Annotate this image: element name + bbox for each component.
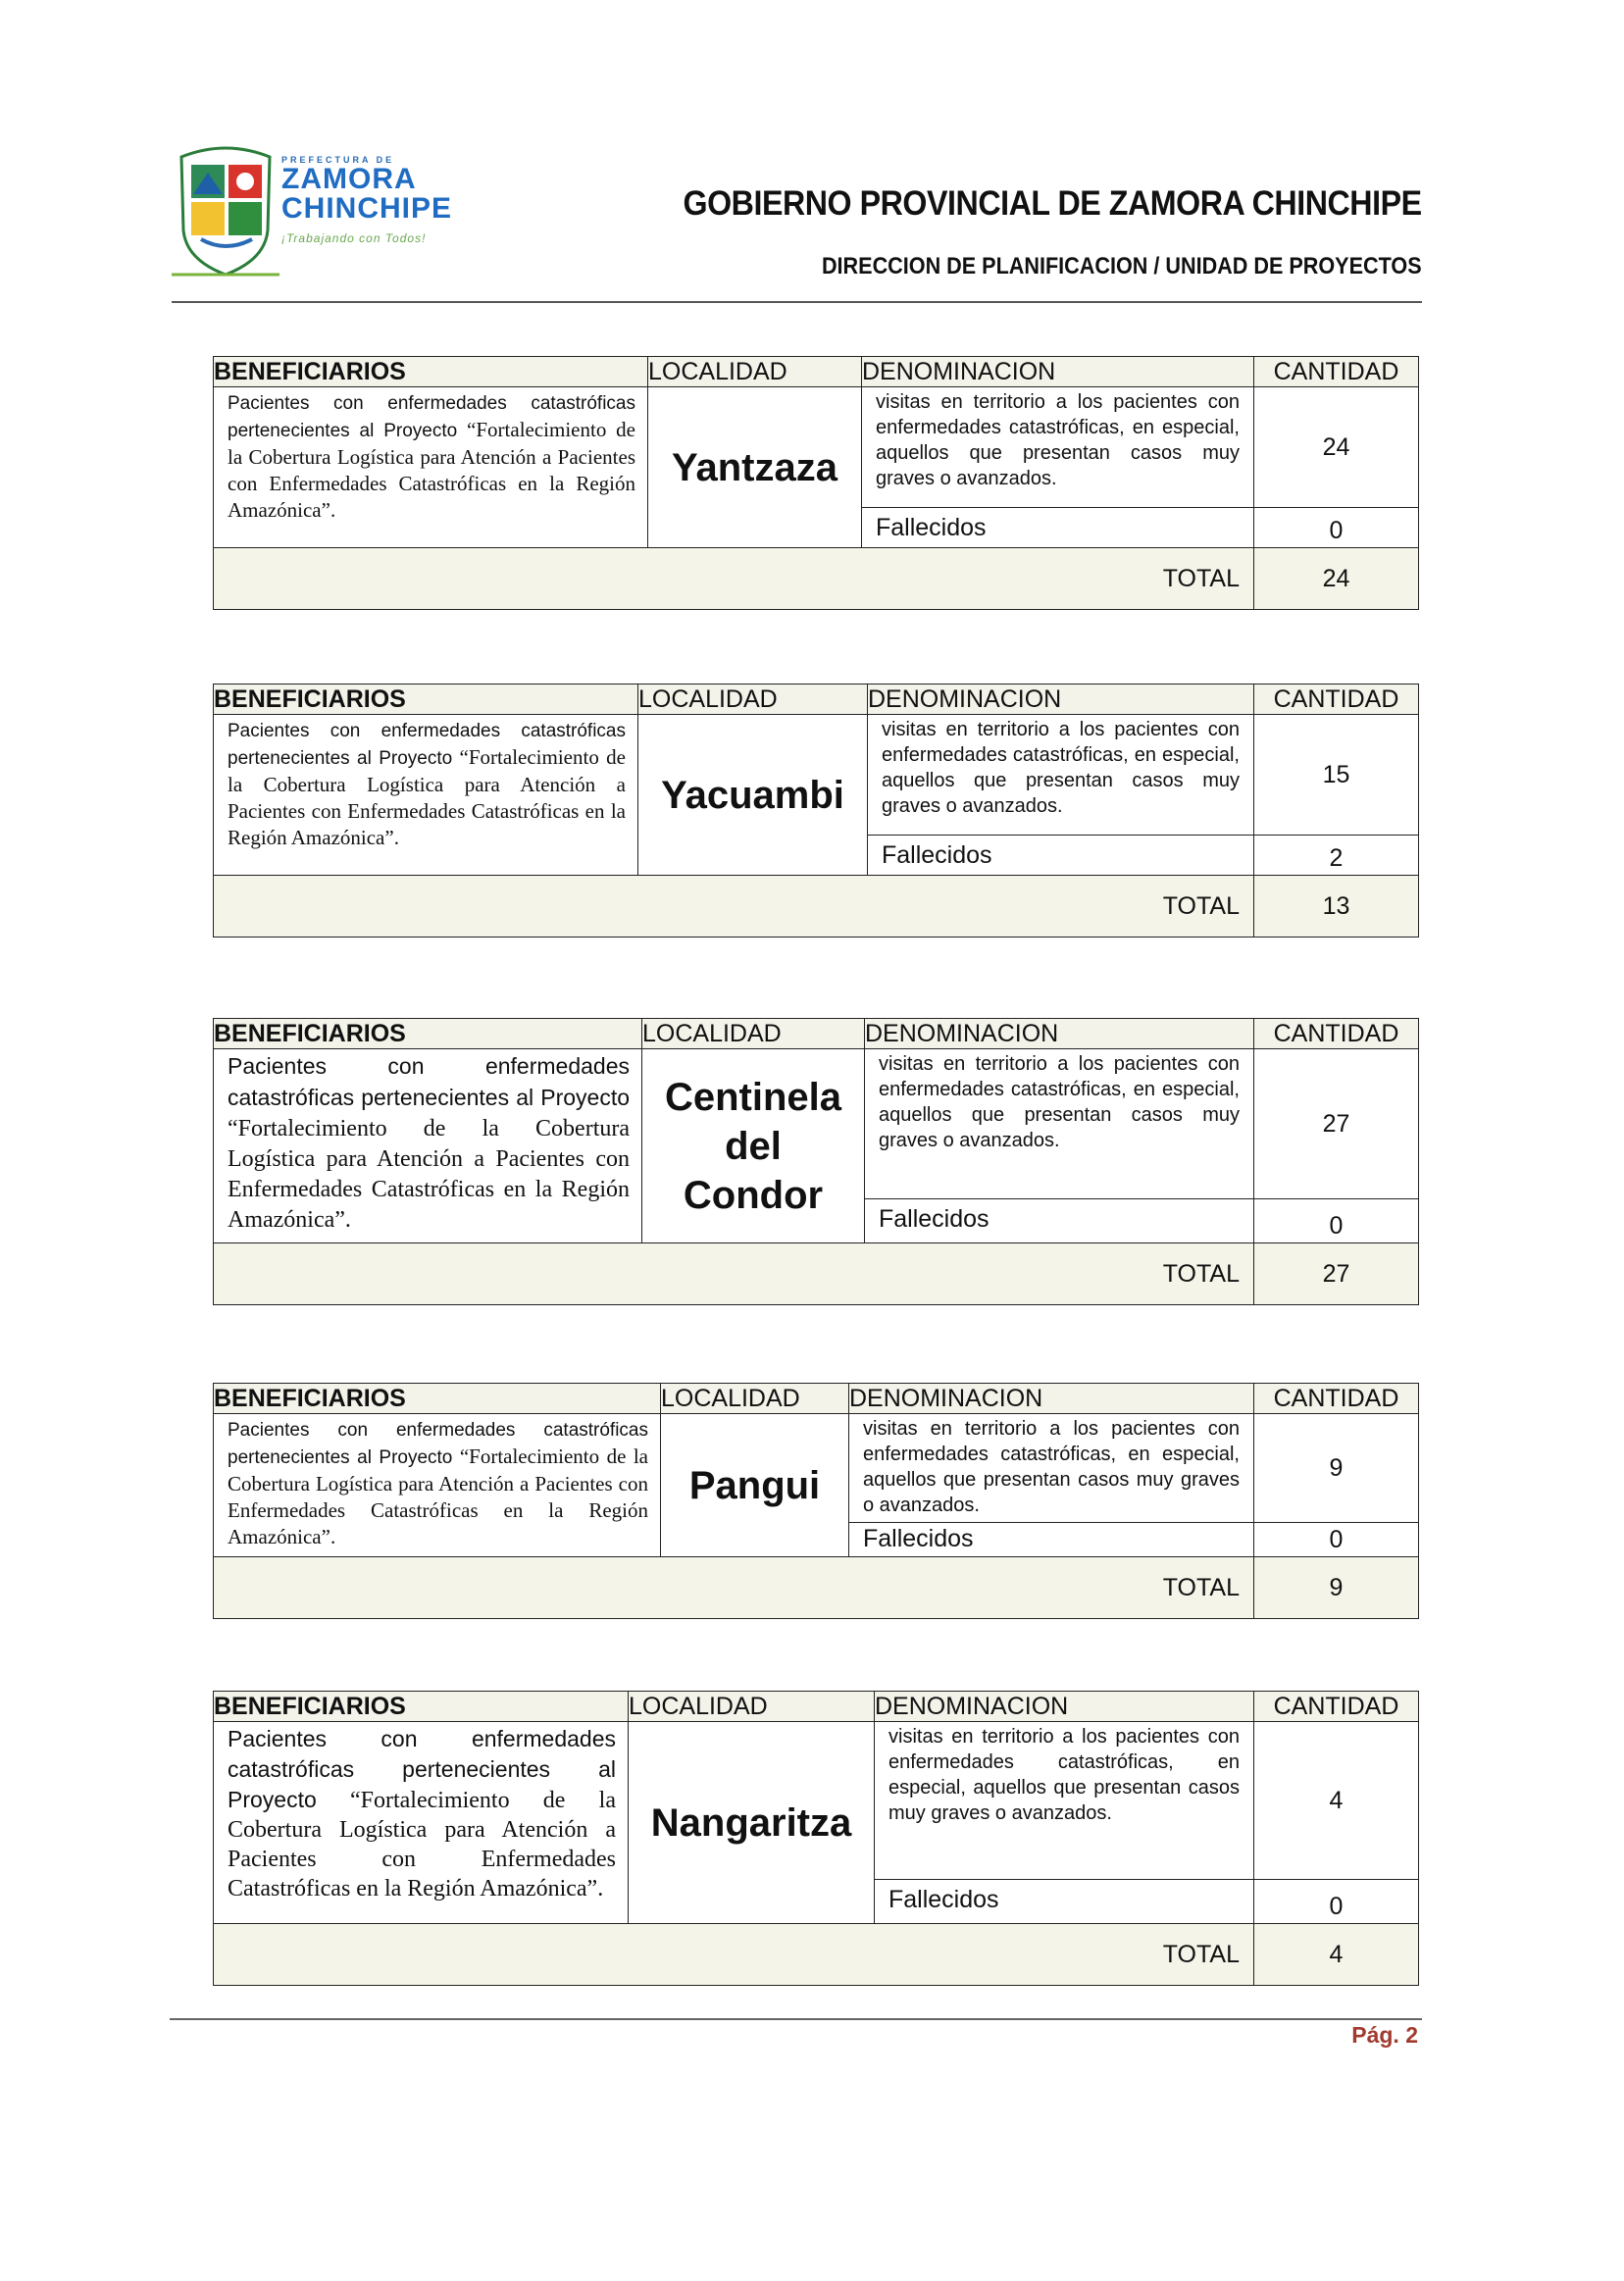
col-cantidad-header: CANTIDAD: [1254, 1692, 1419, 1722]
beneficiarios-cell: Pacientes con enfermedades catastróficas pertenecientes al Proyecto “Fortalecimiento de la Cobertura Logística para Atención a Pacientes con Enfermedades Catastróficas en la Región Amazónica”.: [214, 1049, 642, 1243]
beneficiaries-table: [213, 1383, 1419, 1619]
localidad-cell: Yacuambi: [638, 715, 868, 876]
col-cantidad-header: CANTIDAD: [1254, 1019, 1419, 1049]
total-label: TOTAL: [214, 548, 1254, 610]
total-row: [214, 1243, 1419, 1305]
fallecidos-value: 0: [1254, 1880, 1419, 1924]
table-header-row: [214, 1692, 1419, 1722]
denominacion-cell: visitas en territorio a los pacientes con enfermedades catastróficas, en especial, aquellos que presentan casos muy graves o avanzados.: [868, 715, 1254, 836]
table-header-row: [214, 1019, 1419, 1049]
fallecidos-label: Fallecidos: [865, 1199, 1254, 1243]
col-cantidad-header: CANTIDAD: [1254, 1384, 1419, 1414]
beneficiaries-table: [213, 356, 1419, 610]
total-label: TOTAL: [214, 1557, 1254, 1619]
col-beneficiarios-header: BENEFICIARIOS: [214, 1692, 629, 1722]
col-denominacion-header: DENOMINACION: [868, 684, 1254, 715]
total-value: 24: [1254, 548, 1419, 610]
total-value: 13: [1254, 876, 1419, 938]
fallecidos-value: 2: [1254, 836, 1419, 876]
cantidad-cell: 9: [1254, 1414, 1419, 1523]
col-beneficiarios-header: BENEFICIARIOS: [214, 1384, 661, 1414]
organization-subtitle: DIRECCION DE PLANIFICACION / UNIDAD DE PROYECTOS: [822, 253, 1422, 279]
table-row: [214, 715, 1419, 836]
total-value: 4: [1254, 1924, 1419, 1986]
table-header-row: [214, 684, 1419, 715]
organization-title: GOBIERNO PROVINCIAL DE ZAMORA CHINCHIPE: [683, 184, 1422, 223]
total-label: TOTAL: [214, 1243, 1254, 1305]
table-header-row: [214, 357, 1419, 387]
col-localidad-header: LOCALIDAD: [648, 357, 862, 387]
logo-wordmark: [281, 155, 452, 245]
localidad-cell: Yantzaza: [648, 387, 862, 548]
col-localidad-header: LOCALIDAD: [661, 1384, 849, 1414]
cantidad-cell: 27: [1254, 1049, 1419, 1199]
prefectura-logo: [172, 137, 466, 284]
footer-divider: [170, 2018, 1422, 2020]
col-cantidad-header: CANTIDAD: [1254, 684, 1419, 715]
table-row: [214, 1414, 1419, 1523]
total-label: TOTAL: [214, 1924, 1254, 1986]
total-label: TOTAL: [214, 876, 1254, 938]
beneficiaries-table: [213, 684, 1419, 938]
col-localidad-header: LOCALIDAD: [629, 1692, 875, 1722]
col-beneficiarios-header: BENEFICIARIOS: [214, 357, 648, 387]
col-beneficiarios-header: BENEFICIARIOS: [214, 684, 638, 715]
denominacion-cell: visitas en territorio a los pacientes con enfermedades catastróficas, en especial, aquellos que presentan casos muy graves o avanzados.: [849, 1414, 1254, 1523]
total-value: 9: [1254, 1557, 1419, 1619]
cantidad-cell: 4: [1254, 1722, 1419, 1880]
page-header: [172, 137, 1422, 304]
header-divider: [172, 301, 1422, 303]
total-row: [214, 1924, 1419, 1986]
total-value: 27: [1254, 1243, 1419, 1305]
localidad-cell: Nangaritza: [629, 1722, 875, 1924]
col-denominacion-header: DENOMINACION: [862, 357, 1254, 387]
beneficiarios-cell: Pacientes con enfermedades catastróficas pertenecientes al Proyecto “Fortalecimiento de la Cobertura Logística para Atención a Pacientes con Enfermedades Catastróficas en la Región Amazónica”.: [214, 1722, 629, 1924]
fallecidos-label: Fallecidos: [862, 508, 1254, 548]
fallecidos-label: Fallecidos: [849, 1523, 1254, 1557]
logo-small-text: PREFECTURA DE: [281, 155, 395, 165]
col-beneficiarios-header: BENEFICIARIOS: [214, 1019, 642, 1049]
table-header-row: [214, 1384, 1419, 1414]
logo-slogan: ¡Trabajando con Todos!: [281, 231, 427, 245]
logo-name-line2: CHINCHIPE: [281, 192, 453, 225]
localidad-cell: Centinela del Condor: [642, 1049, 865, 1243]
beneficiarios-cell: Pacientes con enfermedades catastróficas pertenecientes al Proyecto “Fortalecimiento de la Cobertura Logística para Atención a Pacientes con Enfermedades Catastróficas en la Región Amazónica”.: [214, 387, 648, 548]
denominacion-cell: visitas en territorio a los pacientes con enfermedades catastróficas, en especial, aquellos que presentan casos muy graves o avanzados.: [862, 387, 1254, 508]
beneficiarios-cell: Pacientes con enfermedades catastróficas pertenecientes al Proyecto “Fortalecimiento de la Cobertura Logística para Atención a Pacientes con Enfermedades Catastróficas en la Región Amazónica”.: [214, 1414, 661, 1557]
beneficiaries-table: [213, 1691, 1419, 1986]
col-denominacion-header: DENOMINACION: [849, 1384, 1254, 1414]
localidad-cell: Pangui: [661, 1414, 849, 1557]
fallecidos-label: Fallecidos: [868, 836, 1254, 876]
page-number: Pág. 2: [1351, 2022, 1418, 2048]
fallecidos-value: 0: [1254, 508, 1419, 548]
denominacion-cell: visitas en territorio a los pacientes con enfermedades catastróficas, en especial, aquellos que presentan casos muy graves o avanzados.: [865, 1049, 1254, 1199]
cantidad-cell: 15: [1254, 715, 1419, 836]
total-row: [214, 1557, 1419, 1619]
coat-of-arms-icon: [172, 137, 279, 284]
col-localidad-header: LOCALIDAD: [642, 1019, 865, 1049]
col-localidad-header: LOCALIDAD: [638, 684, 868, 715]
total-row: [214, 876, 1419, 938]
col-cantidad-header: CANTIDAD: [1254, 357, 1419, 387]
denominacion-cell: visitas en territorio a los pacientes con enfermedades catastróficas, en especial, aquellos que presentan casos muy graves o avanzados.: [875, 1722, 1254, 1880]
beneficiarios-cell: Pacientes con enfermedades catastróficas pertenecientes al Proyecto “Fortalecimiento de la Cobertura Logística para Atención a Pacientes con Enfermedades Catastróficas en la Región Amazónica”.: [214, 715, 638, 876]
fallecidos-value: 0: [1254, 1199, 1419, 1243]
total-row: [214, 548, 1419, 610]
table-row: [214, 1722, 1419, 1880]
col-denominacion-header: DENOMINACION: [875, 1692, 1254, 1722]
beneficiaries-table: [213, 1018, 1419, 1305]
fallecidos-value: 0: [1254, 1523, 1419, 1557]
table-row: [214, 387, 1419, 508]
logo-name-line1: ZAMORA: [281, 163, 417, 195]
table-row: [214, 1049, 1419, 1199]
cantidad-cell: 24: [1254, 387, 1419, 508]
col-denominacion-header: DENOMINACION: [865, 1019, 1254, 1049]
fallecidos-label: Fallecidos: [875, 1880, 1254, 1924]
